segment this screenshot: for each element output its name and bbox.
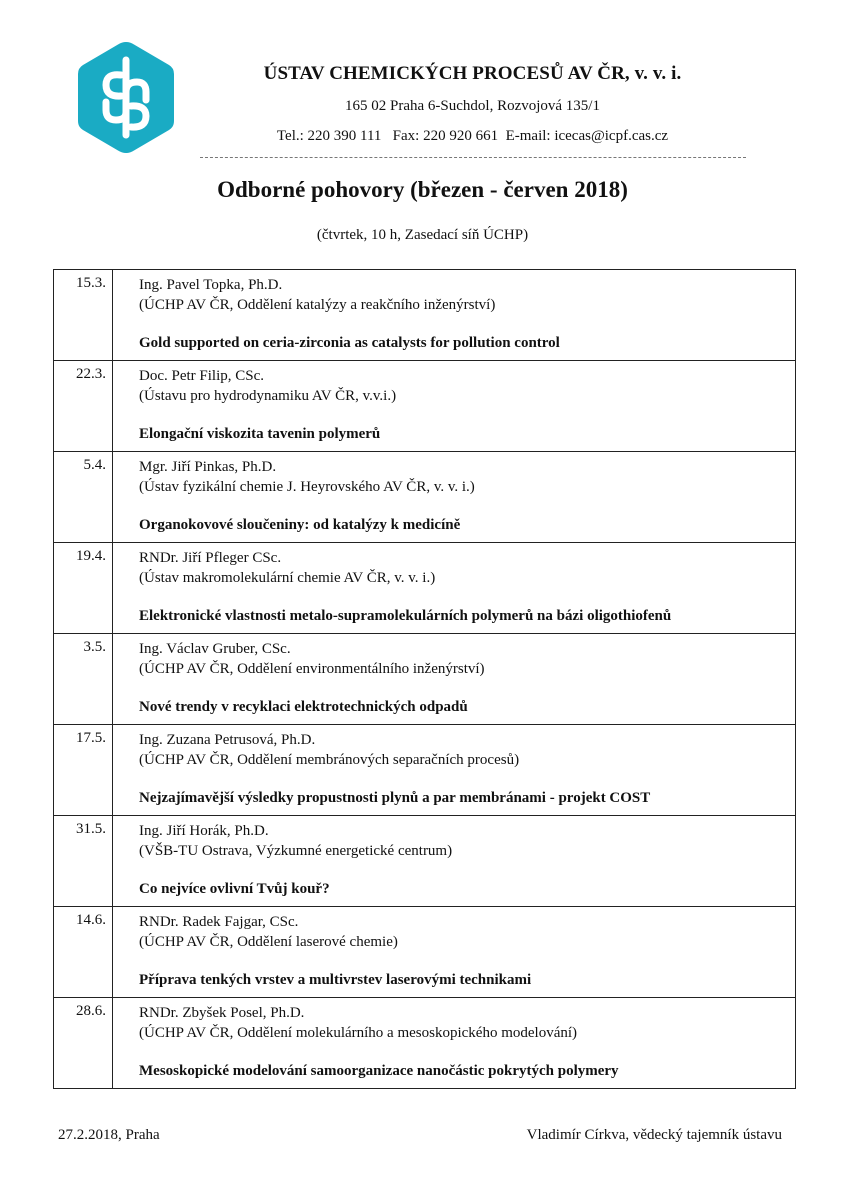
- speaker-name: RNDr. Radek Fajgar, CSc.: [139, 914, 299, 930]
- speaker-affiliation: (ÚCHP AV ČR, Oddělení laserové chemie): [139, 934, 398, 950]
- talk-title: Mesoskopické modelování samoorganizace nanočástic pokrytých polymery: [139, 1063, 619, 1079]
- talk-title: Co nejvíce ovlivní Tvůj kouř?: [139, 881, 330, 897]
- seminar-date: 15.3.: [54, 270, 113, 361]
- speaker-name: Ing. Zuzana Petrusová, Ph.D.: [139, 732, 316, 748]
- institute-address: 165 02 Praha 6-Suchdol, Rozvojová 135/1: [345, 98, 600, 114]
- seminar-info: [113, 816, 796, 907]
- talk-title: Nové trendy v recyklaci elektrotechnických odpadů: [139, 699, 468, 715]
- talk-title: Elongační viskozita tavenin polymerů: [139, 426, 381, 442]
- speaker-affiliation: (VŠB-TU Ostrava, Výzkumné energetické centrum): [139, 843, 453, 859]
- schedule-row: [54, 543, 796, 634]
- speaker-affiliation: (ÚCHP AV ČR, Oddělení molekulárního a mesoskopického modelování): [139, 1025, 578, 1041]
- seminar-schedule-table: [53, 269, 796, 1089]
- document-subtitle: (čtvrtek, 10 h, Zasedací síň ÚCHP): [316, 227, 529, 243]
- seminar-info: [113, 725, 796, 816]
- seminar-info: [113, 270, 796, 361]
- seminar-info: [113, 543, 796, 634]
- footer-signature: Vladimír Církva, vědecký tajemník ústavu: [526, 1127, 782, 1143]
- schedule-row: [54, 907, 796, 998]
- institute-contact: Tel.: 220 390 111 Fax: 220 920 661 E-mail: icecas@icpf.cas.cz: [276, 128, 669, 144]
- schedule-row: [54, 816, 796, 907]
- speaker-name: Mgr. Jiří Pinkas, Ph.D.: [139, 459, 277, 475]
- seminar-info: [113, 907, 796, 998]
- speaker-name: RNDr. Jiří Pfleger CSc.: [139, 550, 282, 566]
- schedule-row: [54, 361, 796, 452]
- speaker-affiliation: (ÚCHP AV ČR, Oddělení katalýzy a reakčního inženýrství): [139, 297, 496, 313]
- talk-title: Elektronické vlastnosti metalo-supramolekulárních polymerů na bázi oligothiofenů: [139, 608, 672, 624]
- talk-title: Gold supported on ceria-zirconia as catalysts for pollution control: [139, 335, 560, 351]
- icpf-logo-icon: [76, 40, 176, 155]
- speaker-affiliation: (Ústav makromolekulární chemie AV ČR, v. v. i.): [139, 570, 436, 586]
- footer-date-place: 27.2.2018, Praha: [58, 1127, 160, 1143]
- seminar-info: [113, 452, 796, 543]
- header-separator: [200, 157, 746, 158]
- seminar-info: [113, 361, 796, 452]
- seminar-date: 14.6.: [54, 907, 113, 998]
- schedule-row: [54, 634, 796, 725]
- speaker-affiliation: (ÚCHP AV ČR, Oddělení membránových separačních procesů): [139, 752, 520, 768]
- speaker-affiliation: (Ústavu pro hydrodynamiku AV ČR, v.v.i.): [139, 388, 397, 404]
- document-title: Odborné pohovory (březen - červen 2018): [217, 177, 628, 202]
- schedule-row: [54, 452, 796, 543]
- talk-title: Organokovové sloučeniny: od katalýzy k medicíně: [139, 517, 461, 533]
- schedule-row: [54, 998, 796, 1089]
- speaker-name: Doc. Petr Filip, CSc.: [139, 368, 265, 384]
- seminar-date: 31.5.: [54, 816, 113, 907]
- speaker-name: Ing. Pavel Topka, Ph.D.: [139, 277, 283, 293]
- schedule-row: [54, 725, 796, 816]
- seminar-info: [113, 998, 796, 1089]
- schedule-row: [54, 270, 796, 361]
- speaker-name: Ing. Jiří Horák, Ph.D.: [139, 823, 269, 839]
- seminar-date: 28.6.: [54, 998, 113, 1089]
- schedule-body: [54, 270, 796, 1089]
- speaker-name: RNDr. Zbyšek Posel, Ph.D.: [139, 1005, 305, 1021]
- speaker-name: Ing. Václav Gruber, CSc.: [139, 641, 291, 657]
- seminar-date: 3.5.: [54, 634, 113, 725]
- institute-name: ÚSTAV CHEMICKÝCH PROCESŮ AV ČR, v. v. i.: [263, 63, 682, 84]
- seminar-date: 17.5.: [54, 725, 113, 816]
- seminar-date: 5.4.: [54, 452, 113, 543]
- seminar-info: [113, 634, 796, 725]
- seminar-date: 22.3.: [54, 361, 113, 452]
- seminar-date: 19.4.: [54, 543, 113, 634]
- speaker-affiliation: (ÚCHP AV ČR, Oddělení environmentálního inženýrství): [139, 661, 485, 677]
- talk-title: Příprava tenkých vrstev a multivrstev laserovými technikami: [139, 972, 532, 988]
- talk-title: Nejzajímavější výsledky propustnosti plynů a par membránami - projekt COST: [139, 790, 651, 806]
- speaker-affiliation: (Ústav fyzikální chemie J. Heyrovského AV ČR, v. v. i.): [139, 479, 475, 495]
